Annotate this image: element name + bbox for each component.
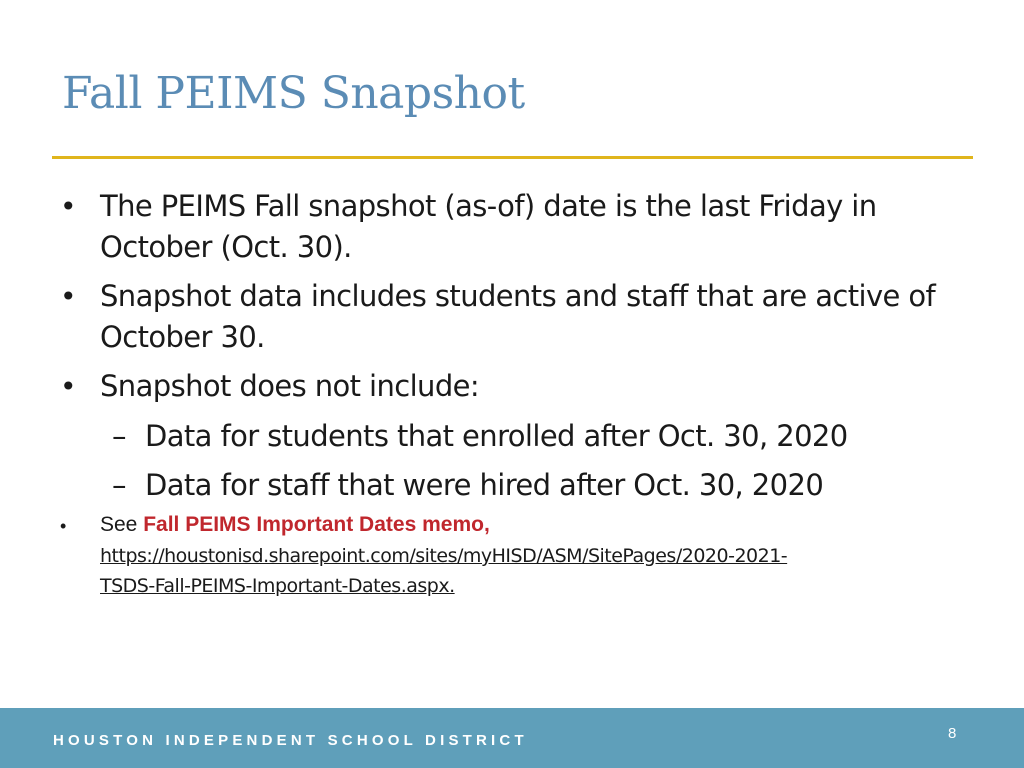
- sub-bullet-1: Data for students that enrolled after Oct. 30, 2020: [145, 419, 848, 453]
- bullet-icon: •: [60, 190, 77, 223]
- memo-link-line-1[interactable]: https://houstonisd.sharepoint.com/sites/myHISD/ASM/SitePages/2020-2021-: [100, 545, 788, 567]
- bullet-3-line-1: Snapshot does not include:: [100, 369, 480, 403]
- see-prefix: See: [100, 513, 144, 536]
- see-memo-line: [100, 511, 490, 539]
- bullet-1-line-2: October (Oct. 30).: [100, 230, 352, 264]
- dash-icon: –: [112, 419, 127, 453]
- footer-bar: [0, 708, 1024, 768]
- bullet-1-line-1: The PEIMS Fall snapshot (as-of) date is the last Friday in: [100, 189, 877, 223]
- memo-title: Fall PEIMS Important Dates memo,: [143, 513, 490, 536]
- bullet-icon: •: [60, 516, 67, 536]
- title-divider: [52, 156, 973, 159]
- bullet-2-line-2: October 30.: [100, 320, 265, 354]
- sub-bullet-2: Data for staff that were hired after Oct. 30, 2020: [145, 468, 824, 502]
- memo-link-line-2[interactable]: TSDS-Fall-PEIMS-Important-Dates.aspx.: [100, 575, 455, 597]
- bullet-icon: •: [60, 280, 77, 313]
- page-number: 8: [948, 725, 957, 742]
- footer-org-name: HOUSTON INDEPENDENT SCHOOL DISTRICT: [53, 732, 528, 749]
- slide-title: Fall PEIMS Snapshot: [62, 68, 525, 119]
- dash-icon: –: [112, 468, 127, 502]
- bullet-icon: •: [60, 370, 77, 403]
- bullet-2-line-1: Snapshot data includes students and staff that are active of: [100, 279, 936, 313]
